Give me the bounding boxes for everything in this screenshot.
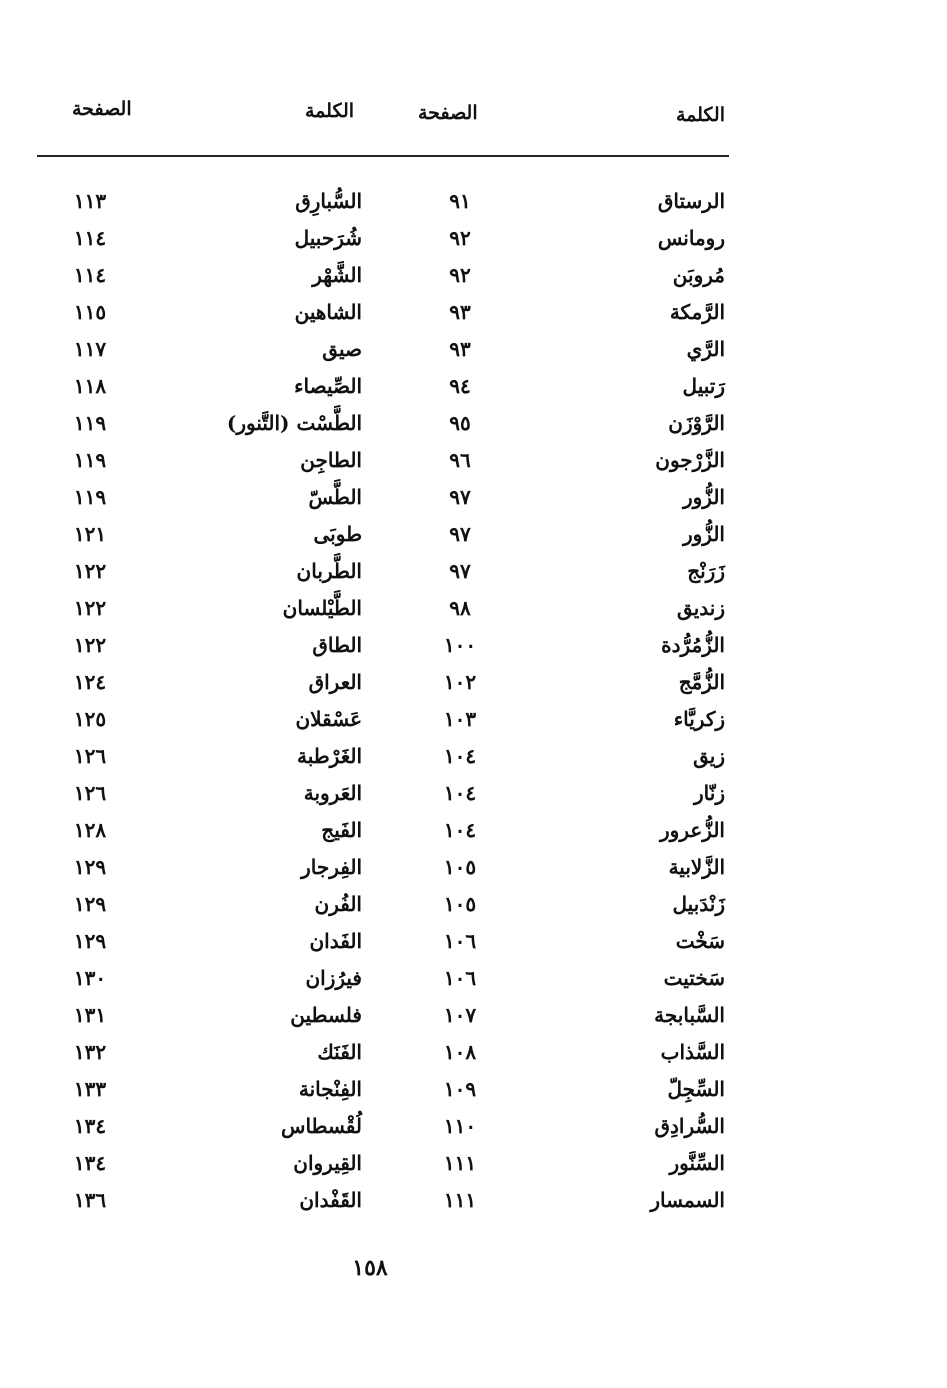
left-page-cell: ١١٧ — [73, 337, 107, 361]
right-word-cell: زنديق — [677, 596, 725, 620]
right-page-cell: ٩٥ — [449, 411, 471, 435]
left-page-cell: ١١٩ — [73, 411, 107, 435]
left-word-cell: فلسطين — [290, 1003, 362, 1027]
index-table — [0, 183, 947, 1219]
left-word-cell: لُقْسطاس — [281, 1114, 362, 1138]
left-word-cell: الفُرن — [314, 892, 362, 916]
right-word-cell: الزُّمُرُّدة — [661, 633, 725, 657]
left-page-cell: ١٢٥ — [73, 707, 107, 731]
right-word-cell: الزَّلابية — [668, 855, 725, 879]
right-word-cell: الزُّور — [682, 485, 725, 509]
header-page-right: الصفحة — [418, 102, 478, 124]
right-page-cell: ١٠٥ — [443, 855, 477, 879]
right-page-cell: ١٠٧ — [443, 1003, 477, 1027]
header-word-left: الكلمة — [305, 100, 355, 122]
index-row — [0, 553, 947, 590]
right-word-cell: رومانس — [657, 226, 725, 250]
left-page-cell: ١٢٦ — [73, 781, 107, 805]
right-word-cell: السِّنَّور — [669, 1151, 725, 1175]
left-page-cell: ١١٤ — [73, 226, 107, 250]
right-word-cell: الزُّور — [682, 522, 725, 546]
index-row — [0, 183, 947, 220]
index-row — [0, 738, 947, 775]
right-word-cell: مُروبَن — [672, 263, 725, 287]
left-word-cell: الطاجِن — [300, 448, 362, 472]
index-row — [0, 664, 947, 701]
right-word-cell: الرَّي — [686, 337, 725, 361]
index-row — [0, 923, 947, 960]
left-word-cell: القَفْدان — [299, 1188, 362, 1212]
left-page-cell: ١١٥ — [73, 300, 107, 324]
right-word-cell: السَّذاب — [660, 1040, 725, 1064]
right-word-cell: الرَّمكة — [669, 300, 725, 324]
index-row — [0, 1145, 947, 1182]
right-page-cell: ١٠٩ — [443, 1077, 477, 1101]
right-page-cell: ١٠٣ — [443, 707, 477, 731]
index-row — [0, 516, 947, 553]
index-row — [0, 775, 947, 812]
right-page-cell: ١١١ — [443, 1151, 477, 1175]
right-word-cell: السِّجِلّ — [667, 1077, 725, 1101]
left-page-cell: ١١٤ — [73, 263, 107, 287]
left-word-cell: الطَّسّ — [308, 485, 362, 509]
left-page-cell: ١٢٩ — [73, 855, 107, 879]
right-page-cell: ٩٣ — [449, 300, 471, 324]
right-word-cell: زيق — [693, 744, 725, 768]
left-word-cell: الفِرجار — [301, 855, 362, 879]
left-word-cell: الشاهين — [294, 300, 362, 324]
left-page-cell: ١١٨ — [73, 374, 107, 398]
right-page-cell: ١٠٤ — [443, 744, 477, 768]
index-row — [0, 590, 947, 627]
right-word-cell: رَتبيل — [682, 374, 725, 398]
right-page-cell: ١٠٦ — [443, 966, 477, 990]
right-word-cell: السَّبابجة — [654, 1003, 725, 1027]
left-word-cell: الشَّهْر — [312, 263, 362, 287]
left-word-cell: شُرَحبيل — [294, 226, 362, 250]
index-row — [0, 479, 947, 516]
left-page-cell: ١٣٣ — [73, 1077, 107, 1101]
index-row — [0, 442, 947, 479]
right-word-cell: سَختيت — [663, 966, 725, 990]
left-page-cell: ١٣٢ — [73, 1040, 107, 1064]
index-row — [0, 627, 947, 664]
right-page-cell: ٩٧ — [449, 559, 471, 583]
index-row — [0, 812, 947, 849]
left-page-cell: ١٢١ — [73, 522, 107, 546]
page-number: ١٥٨ — [352, 1255, 388, 1281]
right-word-cell: الرستاق — [657, 189, 725, 213]
index-row — [0, 220, 947, 257]
left-page-cell: ١٢٤ — [73, 670, 107, 694]
left-page-cell: ١٣١ — [73, 1003, 107, 1027]
right-word-cell: الزَّرْجون — [655, 448, 725, 472]
left-page-cell: ١٢٨ — [73, 818, 107, 842]
index-row — [0, 701, 947, 738]
right-word-cell: زَنْدَبيل — [672, 892, 725, 916]
right-word-cell: الرَّوْزَن — [668, 411, 725, 435]
left-word-cell: الفِنْجانة — [298, 1077, 362, 1101]
right-word-cell: زَرَنْج — [687, 559, 725, 583]
right-page-cell: ١٠٢ — [443, 670, 477, 694]
right-page-cell: ٩٨ — [449, 596, 471, 620]
index-row — [0, 405, 947, 442]
left-word-cell: فيرُزان — [305, 966, 362, 990]
left-page-cell: ١١٩ — [73, 448, 107, 472]
left-word-cell: العَروبة — [303, 781, 362, 805]
left-page-cell: ١٢٦ — [73, 744, 107, 768]
right-page-cell: ١١١ — [443, 1188, 477, 1212]
left-word-cell: الطاق — [312, 633, 362, 657]
header-page-left: الصفحة — [72, 98, 132, 120]
right-page-cell: ١٠٤ — [443, 818, 477, 842]
left-word-cell: عَسْقلان — [295, 707, 362, 731]
right-page-cell: ٩٢ — [449, 263, 471, 287]
left-page-cell: ١٢٩ — [73, 929, 107, 953]
index-row — [0, 331, 947, 368]
left-page-cell: ١٢٩ — [73, 892, 107, 916]
left-page-cell: ١٢٢ — [73, 596, 107, 620]
left-word-cell: العراق — [308, 670, 362, 694]
left-word-cell: الفَدان — [309, 929, 362, 953]
left-word-cell: الفَيج — [321, 818, 362, 842]
left-word-cell: الطَّيْلسان — [282, 596, 362, 620]
index-row — [0, 1108, 947, 1145]
index-row — [0, 960, 947, 997]
right-word-cell: الزُّمَّج — [678, 670, 725, 694]
right-word-cell: الزُّعرور — [660, 818, 725, 842]
right-page-cell: ١١٠ — [443, 1114, 477, 1138]
left-page-cell: ١٣٤ — [73, 1151, 107, 1175]
right-page-cell: ١٠٥ — [443, 892, 477, 916]
index-row — [0, 368, 947, 405]
header-divider — [37, 155, 729, 157]
header-word-right: الكلمة — [675, 104, 725, 126]
right-page-cell: ٩٦ — [449, 448, 471, 472]
left-word-cell: الطَّربان — [296, 559, 362, 583]
right-page-cell: ٩٧ — [449, 485, 471, 509]
left-word-cell: الفَنَك — [317, 1040, 362, 1064]
left-word-cell: صيق — [322, 337, 362, 361]
index-row — [0, 1182, 947, 1219]
right-page-cell: ١٠٠ — [443, 633, 477, 657]
right-word-cell: زكريَّاء — [673, 707, 725, 731]
right-page-cell: ١٠٤ — [443, 781, 477, 805]
right-page-cell: ٩٣ — [449, 337, 471, 361]
left-word-cell: الصِّيصاء — [294, 374, 362, 398]
right-word-cell: زنّار — [694, 781, 725, 805]
index-row — [0, 257, 947, 294]
right-page-cell: ١٠٨ — [443, 1040, 477, 1064]
index-row — [0, 1071, 947, 1108]
left-page-cell: ١١٣ — [73, 189, 107, 213]
left-word-cell: الغَرْطبة — [296, 744, 362, 768]
index-row — [0, 886, 947, 923]
index-row — [0, 997, 947, 1034]
left-page-cell: ١٣٤ — [73, 1114, 107, 1138]
left-page-cell: ١١٩ — [73, 485, 107, 509]
left-page-cell: ١٢٢ — [73, 633, 107, 657]
left-page-cell: ١٣٦ — [73, 1188, 107, 1212]
right-page-cell: ٩١ — [449, 189, 471, 213]
right-page-cell: ٩٤ — [449, 374, 471, 398]
index-row — [0, 1034, 947, 1071]
right-page-cell: ٩٧ — [449, 522, 471, 546]
left-word-cell: السُّبارِق — [295, 189, 362, 213]
index-row — [0, 294, 947, 331]
left-word-cell: الطَّسْت (التَّنور) — [226, 411, 362, 435]
left-page-cell: ١٢٢ — [73, 559, 107, 583]
right-word-cell: السُّرادِق — [654, 1114, 725, 1138]
left-page-cell: ١٣٠ — [73, 966, 107, 990]
right-page-cell: ١٠٦ — [443, 929, 477, 953]
right-word-cell: سَخْت — [675, 929, 725, 953]
right-page-cell: ٩٢ — [449, 226, 471, 250]
index-row — [0, 849, 947, 886]
left-word-cell: القِيروان — [293, 1151, 362, 1175]
left-word-cell: طوبَى — [313, 522, 362, 546]
right-word-cell: السمسار — [650, 1188, 725, 1212]
